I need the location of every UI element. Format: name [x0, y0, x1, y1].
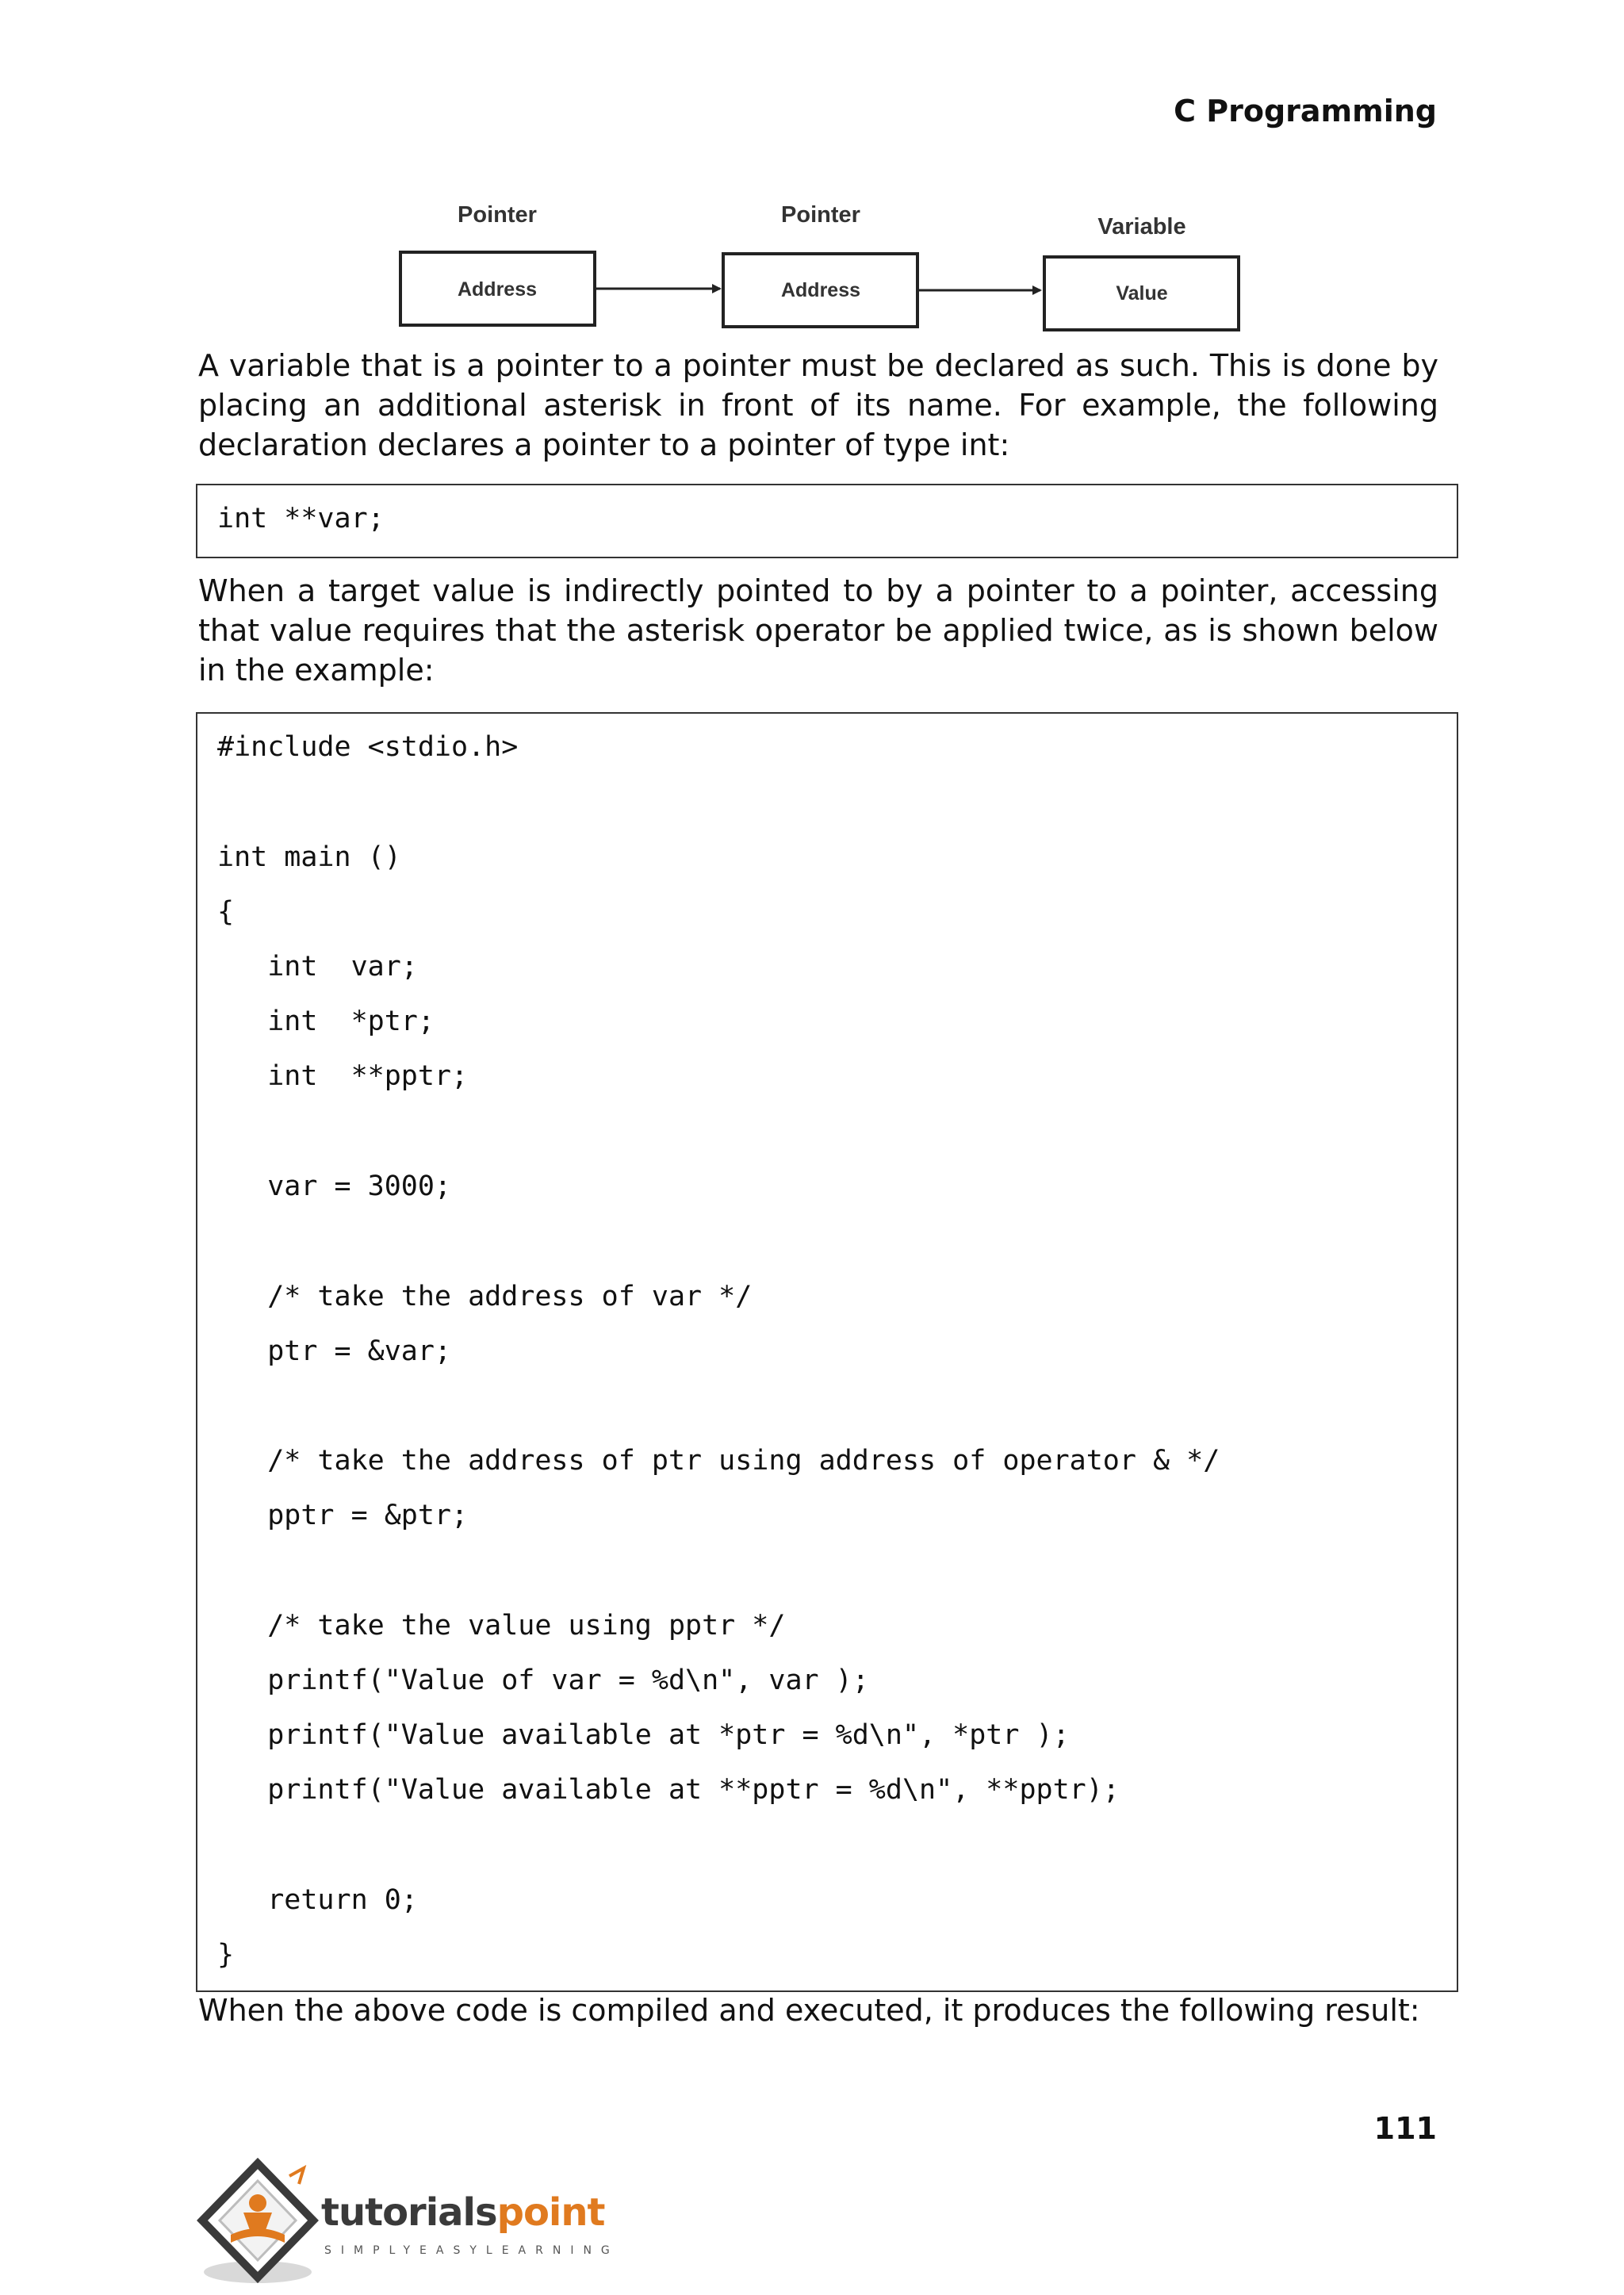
diagram-box-text-address-2: Address [780, 279, 861, 301]
diagram-box-text-value: Value [1116, 282, 1168, 305]
diagram-heading-pointer-2: Pointer [781, 202, 860, 228]
logo-tagline: SIMPLYEASYLEARNING [324, 2244, 619, 2257]
paragraph-indirect-access: When a target value is indirectly pointed to by a pointer to a pointer, accessing that value requires that the asterisk operator be applied twice, as is shown below in the example: [198, 573, 1438, 688]
logo-word-point: point [496, 2190, 605, 2235]
logo-wordmark [321, 2190, 604, 2235]
diagram-heading-pointer-1: Pointer [458, 202, 537, 228]
code-line: return 0; [217, 1884, 418, 1916]
tutorialspoint-logo [194, 2157, 638, 2292]
code-line: { [217, 896, 235, 928]
paragraph-declaration-intro: A variable that is a pointer to a pointer must be declared as such. This is done by placing an additional asterisk in front of its name. For example, the following declaration declares a pointer to a pointer of type int: [198, 348, 1438, 462]
code-line: #include <stdio.h> [217, 731, 519, 763]
logo-word-tutorials: tutorials [321, 2190, 497, 2235]
diagram-heading-variable: Variable [1097, 214, 1186, 239]
code-line: printf("Value available at *ptr = %d\n", *ptr ); [217, 1719, 1070, 1751]
diagram-svg [389, 190, 1245, 341]
code-line: printf("Value available at **pptr = %d\n", **pptr); [217, 1774, 1120, 1806]
code-line: int main () [217, 841, 401, 873]
page-number: 111 [1373, 2111, 1437, 2146]
code-line: } [217, 1939, 235, 1971]
code-line: printf("Value of var = %d\n", var ); [217, 1665, 869, 1696]
code-block-declaration [196, 484, 1458, 558]
code-line: /* take the address of ptr using address of operator & */ [217, 1445, 1220, 1477]
code-line: /* take the address of var */ [217, 1281, 753, 1312]
code-line: int **var; [217, 503, 385, 534]
code-line: int var; [217, 951, 418, 983]
logo-emblem-icon [194, 2157, 321, 2292]
code-line: int *ptr; [217, 1006, 435, 1037]
code-line: /* take the value using pptr */ [217, 1610, 786, 1642]
code-block-example [196, 712, 1458, 1992]
paragraph-result-intro: When the above code is compiled and executed, it produces the following result: [198, 1993, 1420, 2028]
code-line: int **pptr; [217, 1060, 469, 1092]
diagram-box-text-address-1: Address [457, 278, 538, 301]
running-header-title: C Programming [1174, 94, 1437, 128]
code-line: pptr = &ptr; [217, 1500, 469, 1531]
code-line: var = 3000; [217, 1170, 452, 1202]
pointer-to-pointer-diagram [389, 190, 1245, 341]
code-line: ptr = &var; [217, 1335, 452, 1367]
